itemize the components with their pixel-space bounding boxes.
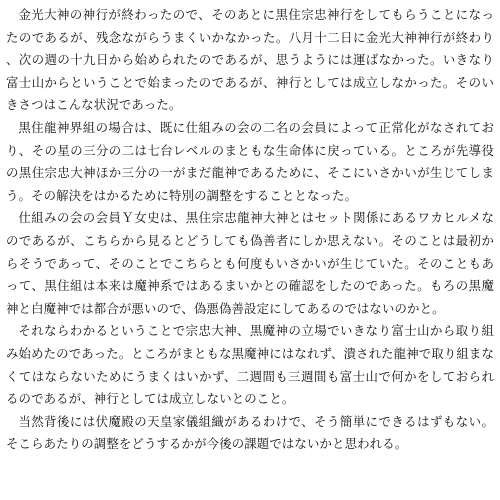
paragraph-3: 仕組みの会の会員Ｙ女史は、黒住宗忠龍神大神とはセット関係にあるワカヒルメなのであるが、こちらから見るとどうしても偽善者にしか思えない。そのことは最初からそうであって、そのことでこちらとも何度もいさかいが生じていた。そのこともあって、黒住組は本来は魔神系ではあるまいかとの確認をしたのであった。もろの黒魔神と白魔神では都合が悪いので、偽悪偽善設定にしてあるのではないのかと。 [6,210,494,316]
paragraph-4: それならわかるということで宗忠大神、黒魔神の立場でいきなり富士山から取り組み始めたのであった。ところがまともな黒魔神にはなれず、潰された龍神で取り組まなくてはならないためにうまくはいかず、二週間も三週間も富士山で何かをしておられるのであるが、神行としては成立しないとのこと。 [6,323,494,407]
paragraph-2: 黒住龍神界組の場合は、既に仕組みの会の二名の会員によって正常化がなされており、その星の三分の二は七台レベルのまともな生命体に戻っている。ところが先導役の黒住宗忠大神ほか三分の一がまだ龍神であるために、そこにいさかいが生じてしまう。その解決をはかるために特別の調整をすることとなった。 [6,119,494,203]
paragraph-5: 当然背後には伏魔殿の天皇家儀組織があるわけで、そう簡単にできるはずもない。そこらあたりの調整をどうするかが今後の課題ではないかと思われる。 [6,413,494,452]
paragraph-1: 金光大神の神行が終わったので、そのあとに黒住宗忠神行をしてもらうことになったのであるが、残念ながらうまくいかなかった。八月十二日に金光大神神行が終わり、次の週の十九日から始められたのであるが、思うようには運ばなかった。いきなり富士山からということで始まったのであるが、神行としては成立しなかった。そのいきさつはこんな状況であった。 [6,7,494,113]
document-body [6,4,494,456]
